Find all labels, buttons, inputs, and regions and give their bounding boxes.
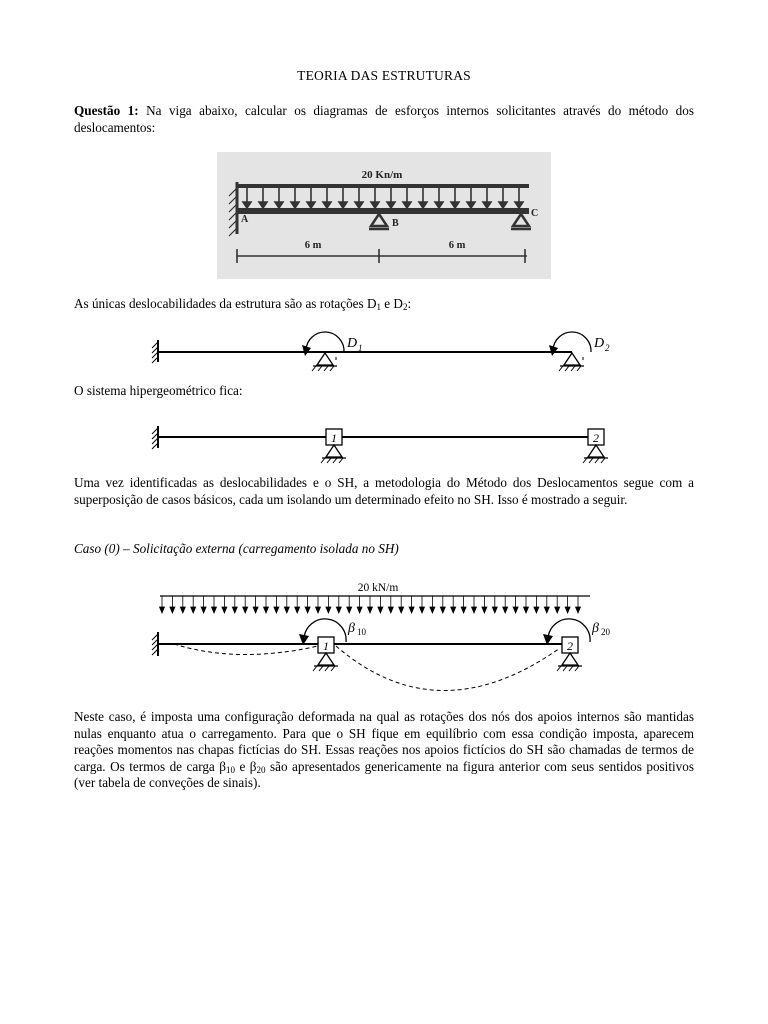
load-arrow-head	[555, 607, 560, 613]
d1-letter: D	[347, 336, 358, 351]
caso0-figure	[148, 574, 628, 700]
beta10-sub: 10	[357, 627, 366, 637]
load-arrow-head	[565, 607, 570, 613]
load-arrow-head	[284, 607, 289, 613]
load-arrow-head	[347, 607, 352, 613]
load-arrow-head	[316, 607, 321, 613]
load-arrow-head	[420, 607, 425, 613]
photo-load-label: 20 Kn/m	[361, 169, 403, 181]
question-paragraph	[74, 103, 694, 136]
sh-figure	[148, 420, 628, 470]
caso0-load-label: 20 kN/m	[357, 582, 399, 594]
span1-label: 6 m	[304, 240, 322, 251]
load-arrow-head	[232, 607, 237, 613]
load-arrow-head	[492, 607, 497, 613]
load-arrow-head	[212, 607, 217, 613]
load-arrow-head	[440, 607, 445, 613]
d1-sub: 1	[358, 343, 363, 353]
deslocabilidades-text: As únicas deslocabilidades da estrutura são as rotações D	[74, 296, 377, 311]
load-arrow-head	[336, 607, 341, 613]
load-arrow-head	[326, 607, 331, 613]
load-arrow-head	[170, 607, 175, 613]
load-arrow-head	[451, 607, 456, 613]
metodologia-paragraph: Uma vez identificadas as deslocabilidades e o SH, a metodologia do Método dos Deslocamentos segue com a superposição de casos básicos, cada um isolando um determinado efeito no SH. Isso é mostrado a seguir.	[74, 475, 694, 507]
beta10-letter: β	[348, 621, 355, 636]
deslocabilidades-mid: e D	[380, 296, 403, 311]
load-arrow-head	[295, 607, 300, 613]
question-text: Na viga abaixo, calcular os diagramas de esforços internos solicitantes através do método dos deslocamentos:	[74, 103, 694, 135]
support-b-label: B	[392, 218, 399, 229]
load-arrow-head	[503, 607, 508, 613]
load-arrow-head	[399, 607, 404, 613]
load-arrow-head	[305, 607, 310, 613]
beam-photo-drawing	[217, 152, 551, 279]
d2-sub: 2	[605, 343, 610, 353]
deslocabilidades-paragraph	[74, 296, 694, 313]
beta20-sub: 20	[601, 627, 610, 637]
load-arrow-head	[461, 607, 466, 613]
neste-caso-text: Neste caso, é imposta uma configuração deformada na qual as rotações dos nós dos apoios internos são mantidas nulas enquanto atua o carregamento. Para que o SH fique em equilíbrio com essa condição imposta, aparecem reações momentos nas chapas fictícias do SH. Essas reações nos apoios fictícios do SH são chamadas de termos de carga. Os termos de carga β	[74, 709, 694, 774]
load-arrow-head	[482, 607, 487, 613]
load-arrow-head	[191, 607, 196, 613]
load-arrow-head	[388, 607, 393, 613]
load-arrow-head	[409, 607, 414, 613]
load-arrow-head	[222, 607, 227, 613]
deslocabilidades-sub1: 1	[376, 302, 381, 312]
neste-caso-paragraph	[74, 709, 694, 792]
sistema-paragraph: O sistema hipergeométrico fica:	[74, 383, 243, 398]
load-arrow-head	[180, 607, 185, 613]
support-c-label: C	[531, 208, 539, 219]
load-arrow-head	[253, 607, 258, 613]
load-arrow-head	[524, 607, 529, 613]
load-arrow-head	[534, 607, 539, 613]
caso0-node1: 1	[323, 639, 329, 653]
deslocabilidades-sub2: 2	[402, 302, 408, 312]
load-arrow-head	[513, 607, 518, 613]
load-arrow-head	[357, 607, 362, 613]
load-arrow-head	[201, 607, 206, 613]
question-label: Questão 1:	[74, 103, 139, 118]
span2-label: 6 m	[448, 240, 466, 251]
neste-caso-sub1: 10	[225, 764, 235, 775]
beam-photo	[217, 152, 551, 279]
caso0-node2: 2	[567, 639, 573, 653]
load-arrow-head	[368, 607, 373, 613]
load-arrow-head	[430, 607, 435, 613]
load-arrow-head	[544, 607, 549, 613]
caso0-heading: Caso (0) – Solicitação externa (carregamento isolada no SH)	[74, 541, 399, 556]
load-arrow-head	[264, 607, 269, 613]
sh-node2: 2	[593, 431, 599, 445]
neste-caso-mid: e β	[234, 758, 257, 774]
load-arrow-head	[472, 607, 477, 613]
load-arrow-head	[378, 607, 383, 613]
page-title: TEORIA DAS ESTRUTURAS	[297, 68, 471, 83]
d2-letter: D	[594, 336, 605, 351]
load-arrow-head	[576, 607, 581, 613]
deslocabilidades-end: :	[407, 296, 412, 311]
neste-caso-end: são apresentados genericamente na figura anterior com seus sentidos positivos (ver tabela de conveções de sinais).	[74, 758, 694, 790]
support-a-label: A	[241, 214, 249, 225]
neste-caso-sub2: 20	[256, 764, 266, 775]
load-arrow-head	[160, 607, 165, 613]
beta20-letter: β	[592, 621, 599, 636]
sh-node1: 1	[331, 431, 337, 445]
load-arrow-head	[274, 607, 279, 613]
load-arrow-head	[243, 607, 248, 613]
rotations-figure	[148, 328, 628, 378]
